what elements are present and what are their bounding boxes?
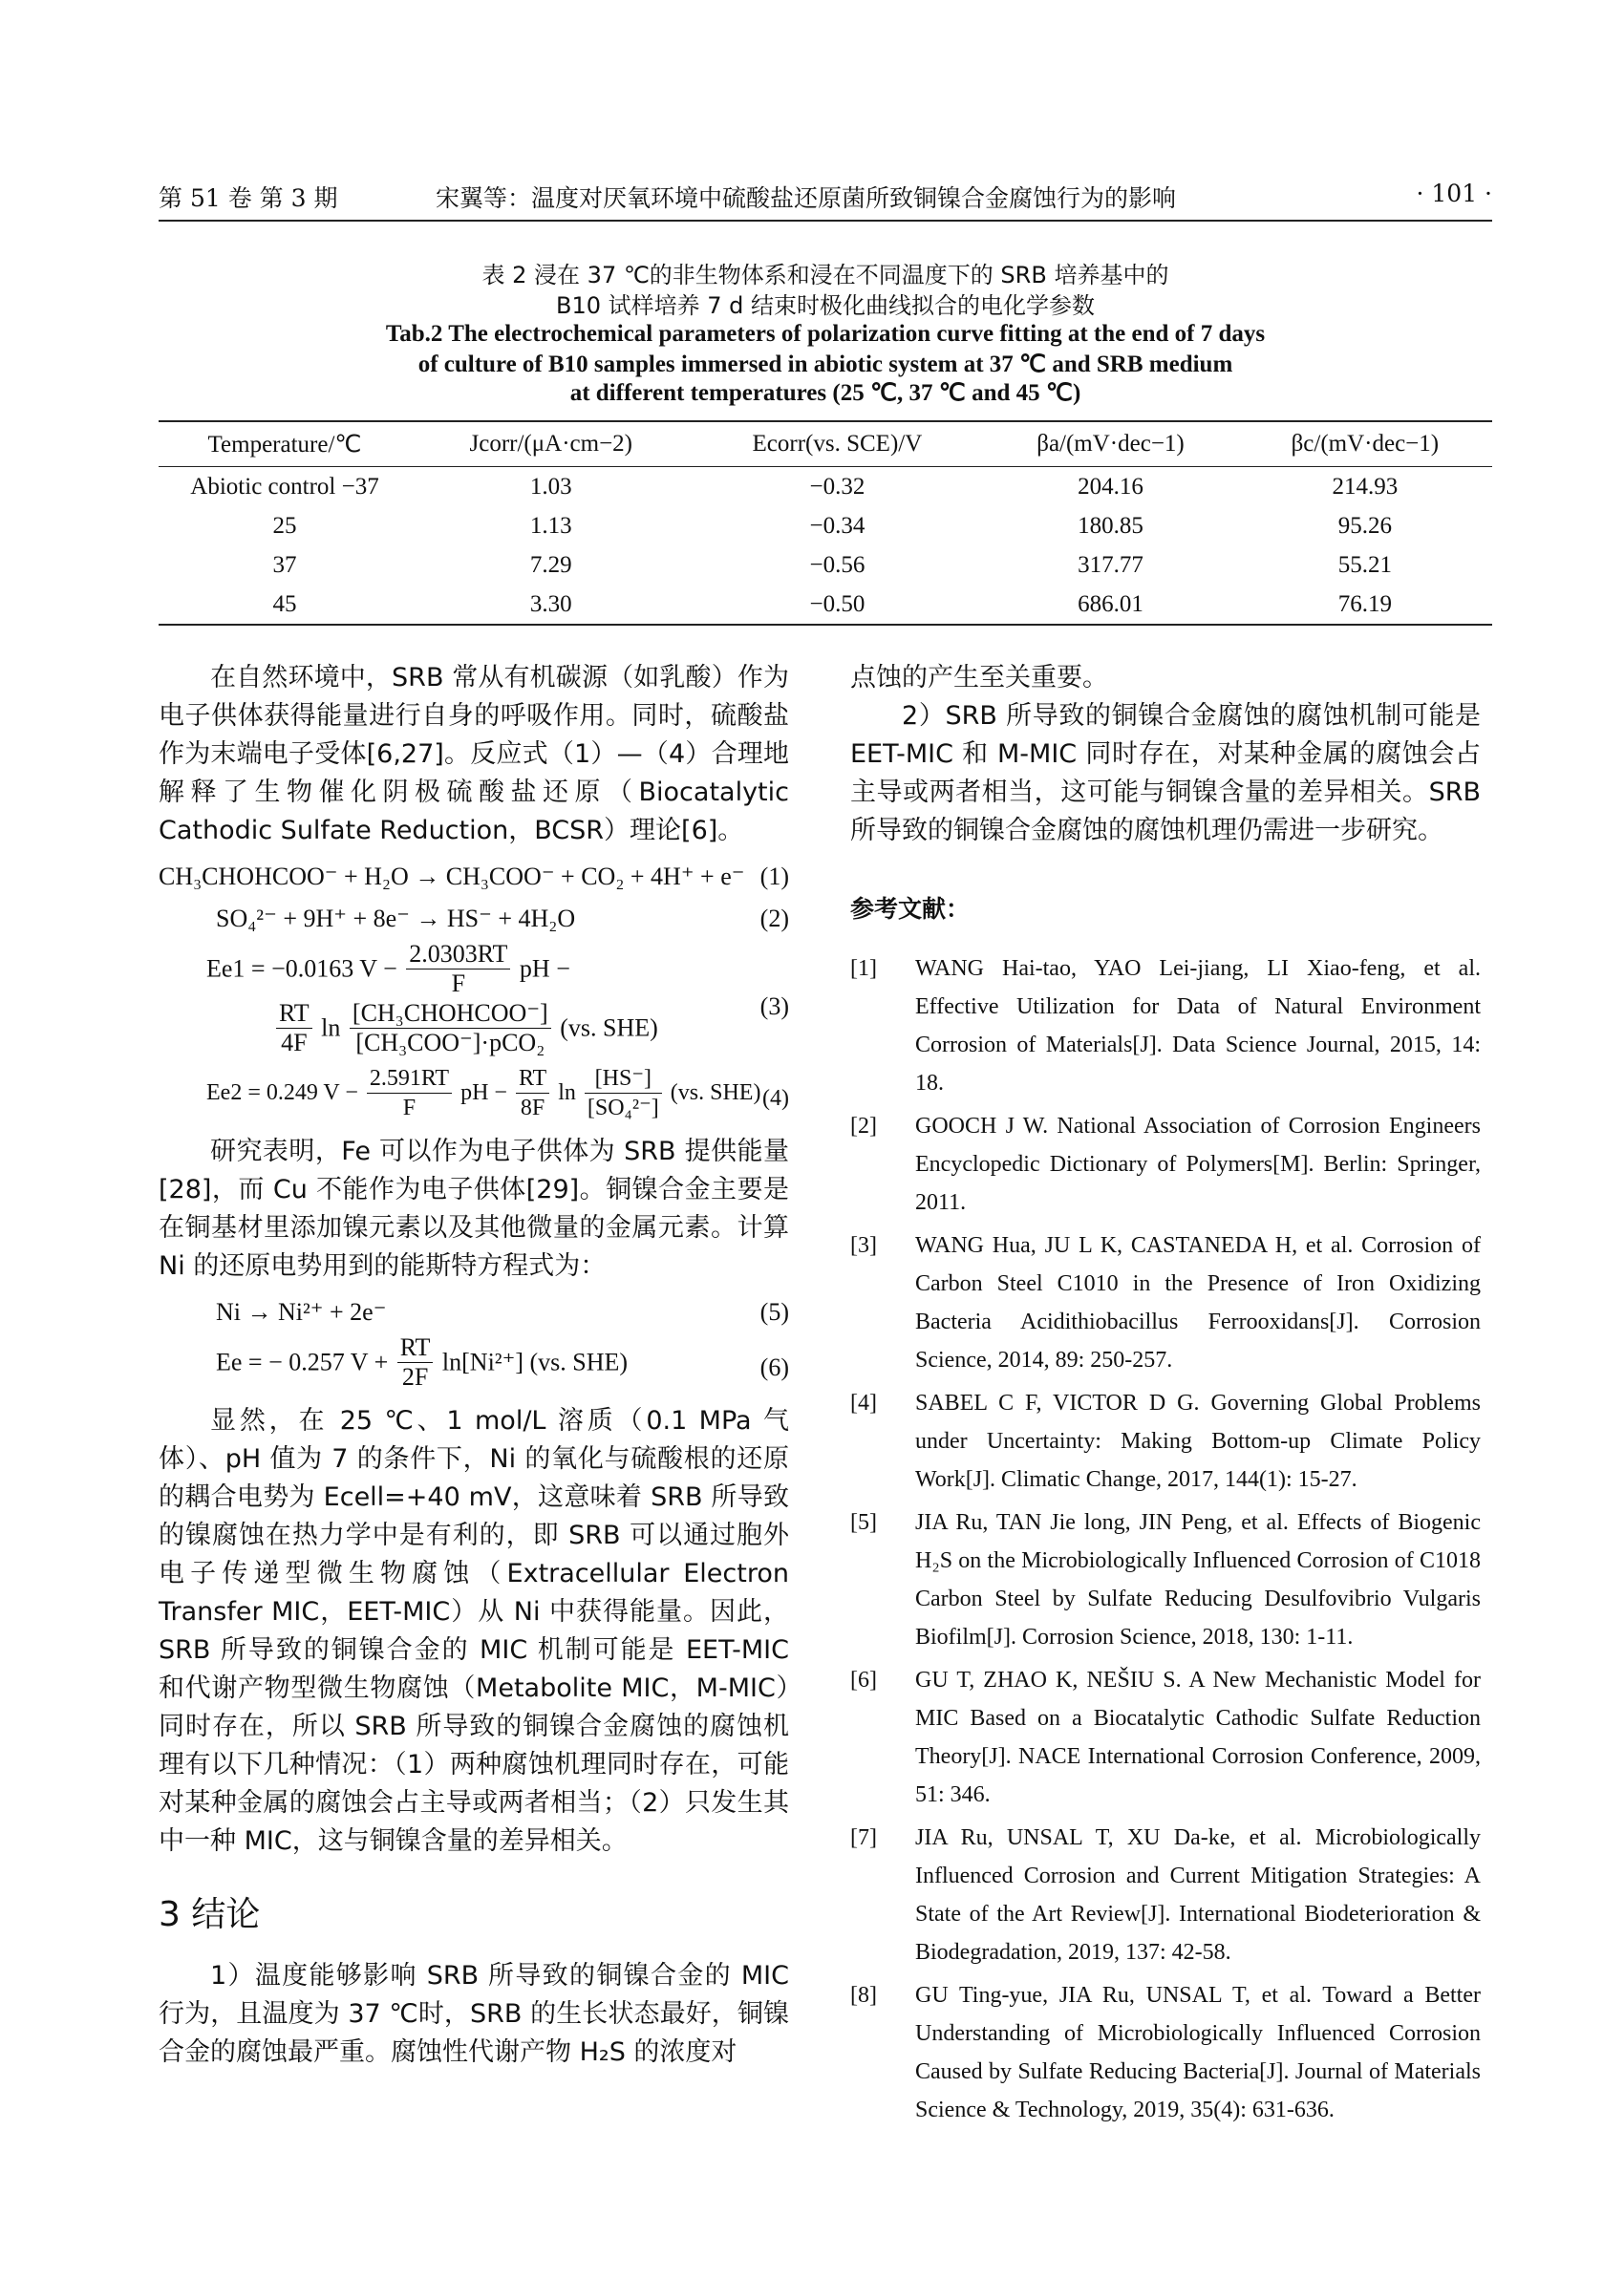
equation-4-term: Ee2 = 0.249 V −	[206, 1080, 358, 1105]
section-heading-conclusion: 3 结论	[159, 1895, 261, 1934]
table-cell: −0.32	[809, 473, 865, 500]
equation-5	[159, 1291, 789, 1333]
reference-item	[850, 1661, 1481, 1814]
equation-2	[159, 898, 789, 940]
right-column	[850, 659, 1481, 2134]
table-cell: 317.77	[1078, 551, 1143, 578]
left-column	[159, 659, 789, 2072]
equation-4-term: pH −	[460, 1080, 507, 1105]
fraction-denominator: [SO₄²⁻]	[587, 1096, 659, 1120]
reference-item	[850, 1226, 1481, 1379]
equation-3-fraction	[276, 999, 312, 1057]
equation-4-ln: ln	[558, 1080, 576, 1105]
table-caption-en-3: at different temperatures (25 ℃, 37 ℃ and 45 ℃)	[569, 380, 1081, 406]
running-header	[159, 180, 1492, 222]
equation-3-line-2	[159, 999, 789, 1057]
equation-3-term: pH −	[519, 954, 570, 983]
paragraph-conclusion-2: 2）SRB 所导致的铜镍合金腐蚀的腐蚀机制可能是 EET-MIC 和 M-MIC 同时存在，对某种金属的腐蚀会占主导或两者相当，这可能与铜镍含量的差异相关。SRB 所导致的铜镍合金腐蚀的腐蚀机理仍需进一步研究。	[850, 701, 1481, 845]
table-cell: 7.29	[529, 551, 572, 578]
paragraph-continuation: 点蚀的产生至关重要。	[850, 663, 1108, 693]
reference-text: JIA Ru, UNSAL T, XU Da-ke, et al. Microbiologically Influenced Corrosion and Current Mitigation Strategies: A State of the Art Review[J]. International Biodeterioration & Biodegradation, 2019, 137: 42-58.	[915, 1825, 1481, 1965]
table-cell: 76.19	[1238, 585, 1492, 625]
equation-6-term: ln[Ni²⁺] (vs. SHE)	[441, 1348, 629, 1376]
reference-text: WANG Hua, JU L K, CASTANEDA H, et al. Corrosion of Carbon Steel C1010 in the Presence of Iron Oxidizing Bacteria Acidithiobacillus Ferrooxidans[J]. Corrosion Science, 2014, 89: 250-257.	[915, 1233, 1481, 1373]
column-header: βc/(mV·dec−1)	[1238, 421, 1492, 467]
equation-2-body: SO₄²⁻ + 9H⁺ + 8e⁻ → HS⁻ + 4H₂O	[216, 905, 576, 932]
equation-3	[159, 940, 789, 1064]
volume-issue: 第 51 卷 第 3 期	[159, 184, 338, 212]
reference-item	[850, 1503, 1481, 1656]
reference-number: [7]	[850, 1825, 877, 1850]
equation-6	[159, 1333, 789, 1402]
equation-number: (3)	[759, 992, 789, 1020]
fraction-numerator: 2.0303RT	[406, 940, 510, 970]
equation-number: (6)	[759, 1353, 789, 1381]
table-cell: −0.56	[809, 551, 865, 578]
reference-number: [6]	[850, 1668, 877, 1693]
column-header: Temperature/℃	[159, 421, 411, 467]
equation-1-body: CH₃CHOHCOO⁻ + H₂O → CH₃COO⁻ + CO₂ + 4H⁺ + e⁻	[159, 863, 745, 890]
table-caption-en-1: Tab.2 The electrochemical parameters of polarization curve fitting at the end of 7 days	[385, 321, 1266, 347]
fraction-numerator: [CH₃CHOHCOO⁻]	[350, 999, 551, 1029]
table-caption-cn-2: B10 试样培养 7 d 结束时极化曲线拟合的电化学参数	[555, 292, 1096, 319]
equation-number: (2)	[759, 905, 789, 932]
reference-item	[850, 1107, 1481, 1222]
equation-4-fraction	[367, 1064, 452, 1122]
table-cell: 214.93	[1332, 473, 1399, 500]
table-cell: 1.13	[529, 512, 572, 539]
table-cell: 686.01	[983, 585, 1237, 625]
table-row	[159, 585, 1492, 625]
fraction-denominator: 8F	[520, 1096, 545, 1120]
table-caption-en-2: of culture of B10 samples immersed in abiotic system at 37 ℃ and SRB medium	[417, 352, 1233, 377]
fraction-numerator: 2.591RT	[367, 1064, 452, 1094]
table-cell: 55.21	[1337, 551, 1392, 578]
fraction-numerator: RT	[397, 1333, 434, 1363]
equation-1	[159, 856, 789, 898]
table-row	[159, 545, 1492, 585]
reference-item	[850, 1976, 1481, 2129]
equation-6-fraction	[397, 1333, 434, 1392]
reference-text: WANG Hai-tao, YAO Lei-jiang, LI Xiao-feng, et al. Effective Utilization for Data of Natural Environment Corrosion of Materials[J]. Data Science Journal, 2015, 14: 18.	[915, 956, 1481, 1096]
equation-3-line-1	[159, 940, 789, 999]
reference-text: GOOCH J W. National Association of Corrosion Engineers Encyclopedic Dictionary of Polymers[M]. Berlin: Springer, 2011.	[915, 1114, 1481, 1215]
table-row	[159, 506, 1492, 545]
equation-4-reference: (vs. SHE)	[670, 1080, 761, 1105]
column-header: βa/(mV·dec−1)	[983, 421, 1237, 467]
fraction-numerator: RT	[516, 1064, 549, 1094]
equation-3-ln: ln	[321, 1013, 341, 1042]
equation-4-line	[159, 1064, 789, 1122]
reference-text: SABEL C F, VICTOR D G. Governing Global Problems under Uncertainty: Making Bottom-up Climate Policy Work[J]. Climatic Change, 2017, 144(1): 15-27.	[915, 1391, 1481, 1492]
reference-item	[850, 949, 1481, 1102]
references-heading: 参考文献：	[850, 895, 971, 923]
equation-number: (1)	[759, 863, 789, 890]
electrochemical-parameters-table	[159, 420, 1492, 626]
paragraph-mic-mechanism: 显然，在 25 ℃、1 mol/L 溶质（0.1 MPa 气体）、pH 值为 7 的条件下，Ni 的氧化与硫酸根的还原的耦合电势为 Ecell=+40 mV，这意味着 SRB 所导致的镍腐蚀在热力学中是有利的，即 SRB 可以通过胞外电子传递型微生物腐蚀（Extracellular Electron Transfer MIC，EET-MIC）从 Ni 中获得能量。因此，SRB 所导致的铜镍合金的 MIC 机制可能是 EET-MIC 和代谢产物型微生物腐蚀（Metabolite MIC，M-MIC）同时存在，所以 SRB 所导致的铜镍合金腐蚀的腐蚀机理有以下几种情况：（1）两种腐蚀机理同时存在，可能对某种金属的腐蚀会占主导或两者相当；（2）只发生其中一种 MIC，这与铜镍含量的差异相关。	[159, 1406, 789, 1856]
fraction-denominator: 4F	[281, 1029, 308, 1056]
table-cell: −0.34	[809, 512, 865, 539]
page-number: · 101 ·	[1416, 180, 1492, 207]
reference-item	[850, 1819, 1481, 1971]
table-cell: −0.50	[692, 585, 984, 625]
reference-number: [3]	[850, 1233, 877, 1258]
fraction-denominator: F	[402, 1096, 417, 1120]
fraction-denominator: 2F	[401, 1363, 429, 1391]
fraction-numerator: RT	[276, 999, 312, 1029]
reference-number: [2]	[850, 1114, 877, 1139]
table-cell: 3.30	[411, 585, 692, 625]
fraction-denominator: [CH₃COO⁻]·pCO₂	[355, 1029, 545, 1056]
reference-text: GU Ting-yue, JIA Ru, UNSAL T, et al. Toward a Better Understanding of Microbiologically Influenced Corrosion Caused by Sulfate Reducing Bacteria[J]. Journal of Materials Science & Technology, 2019, 35(4): 631-636.	[915, 1983, 1481, 2122]
table-caption-cn-1: 表 2 浸在 37 ℃的非生物体系和浸在不同温度下的 SRB 培养基中的	[481, 262, 1169, 288]
reference-number: [1]	[850, 956, 877, 981]
equation-4-fraction	[585, 1064, 662, 1122]
equation-4-fraction	[516, 1064, 549, 1122]
equation-5-body: Ni → Ni²⁺ + 2e⁻	[216, 1298, 387, 1326]
equation-3-fraction	[350, 999, 551, 1057]
equation-3-fraction	[406, 940, 510, 998]
column-header: Jcorr/(μA·cm−2)	[411, 421, 692, 467]
table-cell: 204.16	[1078, 473, 1143, 500]
reference-number: [5]	[850, 1510, 877, 1535]
table-cell: 45	[159, 585, 411, 625]
table-cell: 25	[272, 512, 297, 539]
equation-3-reference: (vs. SHE)	[560, 1013, 658, 1042]
equation-6-line	[159, 1333, 789, 1392]
reference-number: [8]	[850, 1983, 877, 2008]
table-cell: Abiotic control −37	[190, 473, 379, 500]
table-cell: 37	[272, 551, 297, 578]
table-cell: 1.03	[529, 473, 572, 500]
equation-4	[159, 1064, 789, 1133]
paragraph-nernst: 研究表明，Fe 可以作为电子供体为 SRB 提供能量[28]，而 Cu 不能作为电子供体[29]。铜镍合金主要是在铜基材里添加镍元素以及其他微量的金属元素。计算 Ni 的还原电势用到的能斯特方程式为：	[159, 1137, 789, 1281]
running-title: 宋翼等：温度对厌氧环境中硫酸盐还原菌所致铜镍合金腐蚀行为的影响	[436, 184, 1177, 212]
equation-3-term: Ee1 = −0.0163 V −	[206, 954, 397, 983]
table-cell: 180.85	[1078, 512, 1143, 539]
reference-text: GU T, ZHAO K, NEŠIU S. A New Mechanistic Model for MIC Based on a Biocatalytic Cathodic Sulfate Reduction Theory[J]. NACE International Corrosion Conference, 2009, 51: 346.	[915, 1668, 1481, 1807]
paragraph-bcsr: 在自然环境中，SRB 常从有机碳源（如乳酸）作为电子供体获得能量进行自身的呼吸作用。同时，硫酸盐作为末端电子受体[6,27]。反应式（1）—（4）合理地解释了生物催化阴极硫酸盐还原（Biocatalytic Cathodic Sulfate Reduction，BCSR）理论[6]。	[159, 663, 789, 845]
column-header: Ecorr(vs. SCE)/V	[692, 421, 984, 467]
reference-number: [4]	[850, 1391, 877, 1416]
fraction-numerator: [HS⁻]	[585, 1064, 662, 1094]
equation-number: (4)	[762, 1086, 789, 1111]
paragraph-conclusion-1: 1）温度能够影响 SRB 所导致的铜镍合金的 MIC 行为，且温度为 37 ℃时，SRB 的生长状态最好，铜镍合金的腐蚀最严重。腐蚀性代谢产物 H₂S 的浓度对	[159, 1961, 789, 2067]
reference-item	[850, 1384, 1481, 1499]
fraction-denominator: F	[451, 970, 466, 997]
reference-text: JIA Ru, TAN Jie long, JIN Peng, et al. Effects of Biogenic H₂S on the Microbiologically Influenced Corrosion of C1018 Carbon Steel by Sulfate Reducing Desulfovibrio Vulgaris Biofilm[J]. Corrosion Science, 2018, 130: 1-11.	[915, 1510, 1481, 1650]
table-header-row	[159, 421, 1492, 467]
equation-6-term: Ee = − 0.257 V +	[216, 1348, 389, 1376]
equation-number: (5)	[759, 1298, 789, 1326]
table-row	[159, 467, 1492, 507]
table-cell: 95.26	[1337, 512, 1392, 539]
